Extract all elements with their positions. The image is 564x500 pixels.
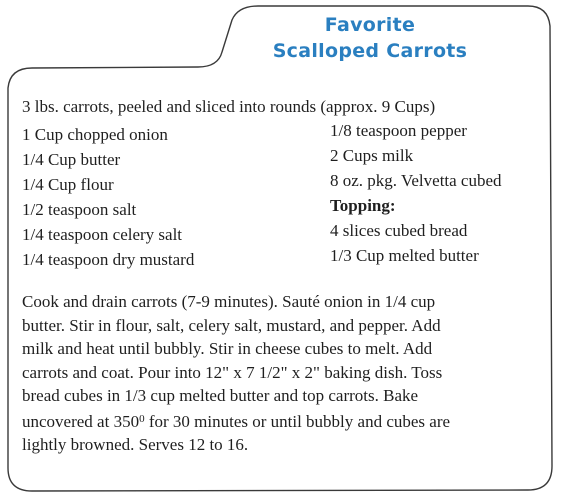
degree-mark: 0 (139, 412, 145, 425)
ingredient-item: 1/4 Cup flour (22, 175, 114, 194)
directions-line: milk and heat until bubbly. Stir in cheese cubes to melt. Add (22, 339, 433, 358)
ingredient-item: 2 Cups milk (330, 146, 414, 165)
ingredient-carrots: 3 lbs. carrots, peeled and sliced into rounds (approx. 9 Cups) (22, 97, 436, 116)
ingredients-left-column (22, 122, 194, 272)
recipe-title-line-1: Favorite (324, 14, 416, 36)
ingredient-item: 1/4 teaspoon celery salt (22, 225, 183, 244)
directions-text: uncovered at 350 (22, 411, 140, 431)
recipe-directions (22, 290, 552, 457)
ingredient-item: 1/4 Cup butter (22, 150, 121, 169)
ingredient-item: 1/8 teaspoon pepper (330, 121, 467, 140)
directions-line: bread cubes in 1/3 cup melted butter and top carrots. Bake (22, 386, 419, 405)
recipe-title (230, 12, 510, 64)
topping-item: 1/3 Cup melted butter (330, 246, 479, 265)
ingredients-right-column (330, 118, 502, 268)
topping-item: 4 slices cubed bread (330, 221, 468, 240)
recipe-title-line-2: Scalloped Carrots (272, 40, 468, 62)
directions-line (22, 408, 552, 434)
directions-line: Cook and drain carrots (7-9 minutes). Sauté onion in 1/4 cup (22, 292, 436, 311)
ingredient-item: 1/2 teaspoon salt (22, 200, 137, 219)
directions-line: carrots and coat. Pour into 12" x 7 1/2" x 2" baking dish. Toss (22, 362, 443, 382)
topping-heading: Topping: (330, 196, 396, 215)
directions-line: butter. Stir in flour, salt, celery salt, mustard, and pepper. Add (22, 315, 441, 335)
directions-line: lightly browned. Serves 12 to 16. (22, 435, 249, 454)
ingredient-item: 8 oz. pkg. Velvetta cubed (330, 171, 502, 190)
ingredient-item: 1 Cup chopped onion (22, 125, 168, 144)
ingredient-item: 1/4 teaspoon dry mustard (22, 250, 195, 269)
directions-text: for 30 minutes or until bubbly and cubes are (144, 411, 451, 431)
